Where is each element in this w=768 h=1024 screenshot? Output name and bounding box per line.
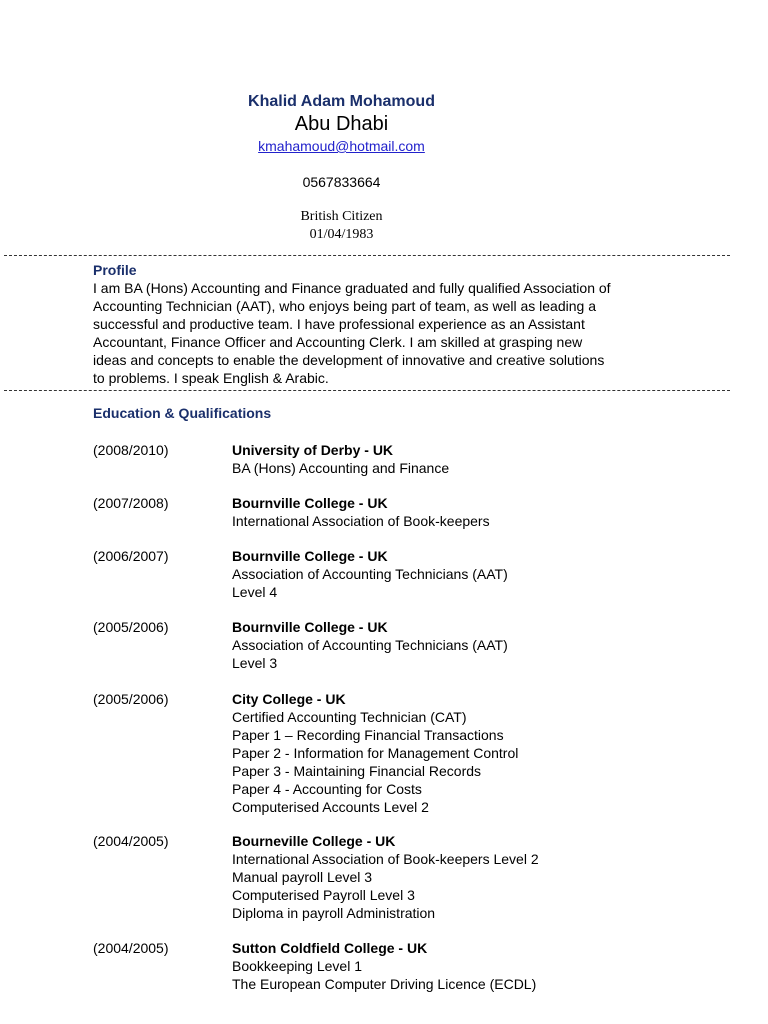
education-detail: International Association of Book-keepers <box>232 513 490 529</box>
profile-line: to problems. I speak English & Arabic. <box>93 370 329 386</box>
education-institution: Bournville College - UK <box>232 495 388 511</box>
education-year: (2004/2005) <box>93 833 169 849</box>
education-detail: Level 4 <box>232 584 278 600</box>
education-detail: Association of Accounting Technicians (AAT) <box>232 566 508 582</box>
education-detail: BA (Hons) Accounting and Finance <box>232 460 450 476</box>
profile-heading: Profile <box>93 262 137 278</box>
education-year: (2008/2010) <box>93 442 169 458</box>
citizenship: British Citizen <box>300 209 383 224</box>
candidate-name: Khalid Adam Mohamoud <box>248 93 435 110</box>
education-year: (2007/2008) <box>93 495 169 511</box>
education-institution: Bourneville College - UK <box>232 833 396 849</box>
education-detail: Diploma in payroll Administration <box>232 905 436 921</box>
profile-line: ideas and concepts to enable the development of innovative and creative solutions <box>93 352 605 368</box>
candidate-city: Abu Dhabi <box>294 113 389 135</box>
education-year: (2006/2007) <box>93 548 169 564</box>
education-detail: Certified Accounting Technician (CAT) <box>232 709 467 725</box>
education-detail: Level 3 <box>232 655 278 671</box>
education-detail: Paper 3 - Maintaining Financial Records <box>232 763 482 779</box>
education-heading: Education & Qualifications <box>93 405 272 421</box>
education-detail: Paper 1 – Recording Financial Transactions <box>232 727 504 743</box>
profile-line: Accountant, Finance Officer and Accounting Clerk. I am skilled at grasping new <box>93 334 583 350</box>
profile-line: Accounting Technician (AAT), who enjoys being part of team, as well as leading a <box>93 298 596 314</box>
education-detail: The European Computer Driving Licence (ECDL) <box>232 976 537 992</box>
education-institution: University of Derby - UK <box>232 442 394 458</box>
profile-text <box>93 279 693 387</box>
education-institution: Sutton Coldfield College - UK <box>232 940 428 956</box>
education-detail: International Association of Book-keepers Level 2 <box>232 851 539 867</box>
education-detail: Paper 4 - Accounting for Costs <box>232 781 422 797</box>
profile-line: successful and productive team. I have professional experience as an Assistant <box>93 316 585 332</box>
profile-line: I am BA (Hons) Accounting and Finance graduated and fully qualified Association of <box>93 280 611 296</box>
divider <box>4 255 730 256</box>
education-institution: Bournville College - UK <box>232 548 388 564</box>
education-institution: Bournville College - UK <box>232 619 388 635</box>
education-year: (2005/2006) <box>93 619 169 635</box>
education-year: (2005/2006) <box>93 691 169 707</box>
education-detail: Bookkeeping Level 1 <box>232 958 362 974</box>
education-detail: Association of Accounting Technicians (AAT) <box>232 637 508 653</box>
divider <box>4 390 730 391</box>
education-detail: Manual payroll Level 3 <box>232 869 373 885</box>
education-institution: City College - UK <box>232 691 346 707</box>
email-link[interactable]: kmahamoud@hotmail.com <box>258 138 425 154</box>
phone-number: 0567833664 <box>302 174 381 190</box>
education-detail: Paper 2 - Information for Management Control <box>232 745 519 761</box>
education-detail: Computerised Payroll Level 3 <box>232 887 415 903</box>
education-detail: Computerised Accounts Level 2 <box>232 799 429 815</box>
date-of-birth: 01/04/1983 <box>309 227 374 242</box>
education-year: (2004/2005) <box>93 940 169 956</box>
